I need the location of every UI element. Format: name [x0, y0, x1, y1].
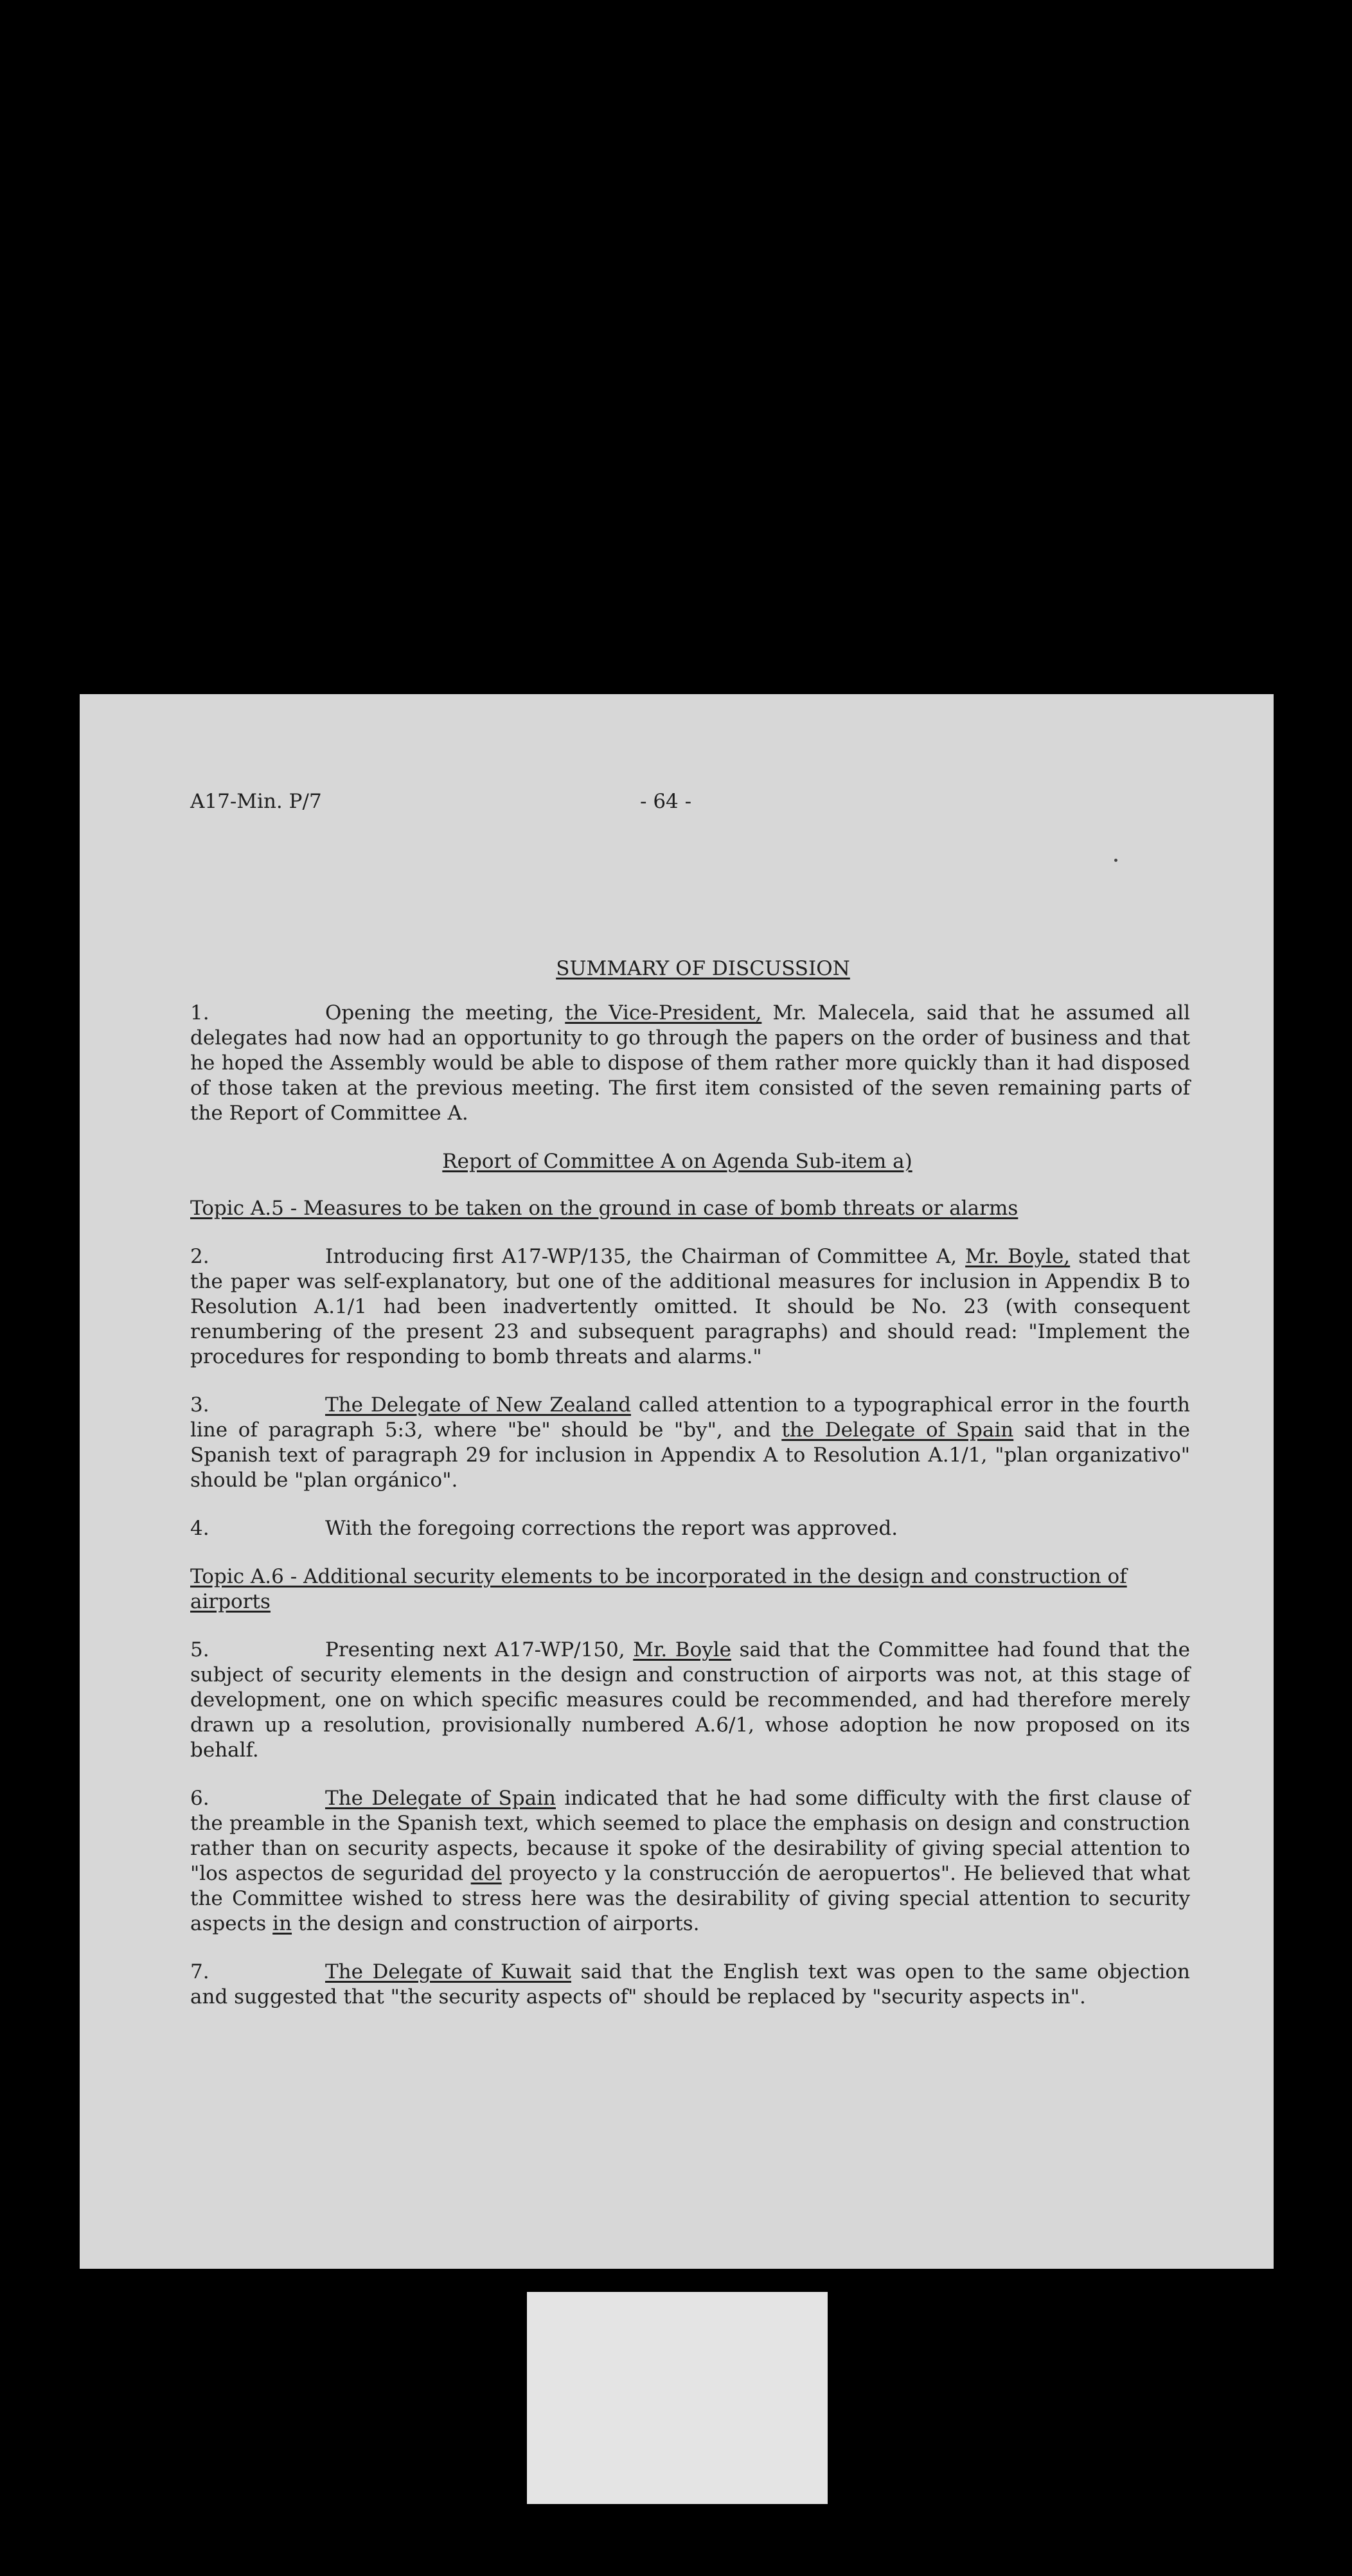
blank-card	[527, 2292, 828, 2504]
page-header	[190, 789, 1190, 815]
paragraph-text: proyecto y la construcción de aeropuertos". He believed that what the Committee wished to stress here was the desirability of giving special attention to security aspects	[190, 1862, 1190, 1935]
paragraph-text: Introducing first A17-WP/135, the Chairman of Committee A,	[325, 1245, 966, 1268]
paragraph-text: called attention to a typographical error in the fourth line of paragraph 5:3, where "be" should be "by", and	[190, 1393, 1190, 1442]
topic-a5-heading: Topic A.5 - Measures to be taken on the ground in case of bomb threats or alarms	[190, 1197, 1018, 1220]
paragraph-number: 4.	[190, 1517, 209, 1540]
paragraph-6	[190, 1786, 1190, 1936]
paragraph-number: 3.	[190, 1393, 209, 1417]
paragraph-2	[190, 1244, 1190, 1370]
paragraph-text: said that the Committee had found that the subject of security elements in the design and construction of airports was not, at this stage of development, one on which specific measures could be recommended, and had therefore merely drawn up a resolution, provisionally numbered A.6/1, whose adoption he now proposed on its behalf.	[190, 1638, 1190, 1762]
page-number: - 64 -	[640, 790, 692, 813]
report-heading-text: Report of Committee A on Agenda Sub-item a)	[442, 1150, 912, 1173]
paragraph-text: Opening the meeting,	[325, 1001, 565, 1024]
paragraph-number: 1.	[190, 1001, 209, 1024]
paragraph-text: the design and construction of airports.	[292, 1912, 700, 1935]
paragraph-text: said that in the Spanish text of paragraph 29 for inclusion in Appendix A to Resolution A.1/1, "plan organizativo" should be "plan orgánico".	[190, 1418, 1190, 1492]
emphasis-word: del	[470, 1862, 502, 1885]
paragraph-text: said that the English text was open to the same objection and suggested that "the security aspects of" should be replaced by "security aspects in".	[190, 1960, 1191, 2008]
paragraph-4	[190, 1516, 1190, 1541]
speaker-name: The Delegate of New Zealand	[325, 1393, 631, 1417]
paragraph-1	[190, 1001, 1190, 1126]
emphasis-word: in	[272, 1912, 292, 1935]
paragraph-text: Presenting next A17-WP/150,	[325, 1638, 634, 1661]
speaker-name: The Delegate of Kuwait	[325, 1960, 571, 1983]
paragraph-number: 5.	[190, 1638, 209, 1661]
speaker-name: Mr. Boyle,	[965, 1245, 1071, 1268]
speaker-name: the Delegate of Spain	[781, 1418, 1014, 1442]
paragraph-7	[190, 1960, 1190, 2010]
paragraph-number: 7.	[190, 1960, 209, 1983]
report-heading	[190, 1149, 1190, 1174]
paragraph-text: Mr. Malecela, said that he assumed all delegates had now had an opportunity to go through the papers on the order of business and that he hoped the Assembly would be able to dispose of them rather more quickly than it had disposed of those taken at the previous meeting. The first item consisted of the seven remaining parts of the Report of Committee A.	[190, 1001, 1190, 1125]
paragraph-5	[190, 1638, 1190, 1763]
speaker-name: Mr. Boyle	[633, 1638, 732, 1661]
paragraph-text: indicated that he had some difficulty with the first clause of the preamble in the Spanish text, which seemed to place the emphasis on design and construction rather than on security aspects, because it spoke of the desirability of giving special attention to "los aspectos de seguridad	[190, 1787, 1190, 1885]
topic-a6-heading: Topic A.6 - Additional security elements to be incorporated in the design and construction of airports	[190, 1565, 1127, 1613]
speaker-name: The Delegate of Spain	[325, 1787, 556, 1810]
speaker-name: the Vice-President,	[565, 1001, 762, 1024]
paragraph-number: 6.	[190, 1787, 209, 1810]
paragraph-3	[190, 1393, 1190, 1493]
summary-heading	[190, 956, 1190, 981]
document-reference: A17-Min. P/7	[190, 790, 322, 813]
scan-speck	[1114, 859, 1117, 862]
summary-heading-text: SUMMARY OF DISCUSSION	[556, 957, 850, 980]
paragraph-number: 2.	[190, 1245, 209, 1268]
document-page	[80, 694, 1274, 2269]
paragraph-text: stated that the paper was self-explanatory, but one of the additional measures for inclusion in Appendix B to Resolution A.1/1 had been inadvertently omitted. It should be No. 23 (with consequent renumbering of the present 23 and subsequent paragraphs) and should read: "Implement the procedures for responding to bomb threats and alarms."	[190, 1245, 1190, 1368]
paragraph-text: With the foregoing corrections the report was approved.	[325, 1517, 898, 1540]
